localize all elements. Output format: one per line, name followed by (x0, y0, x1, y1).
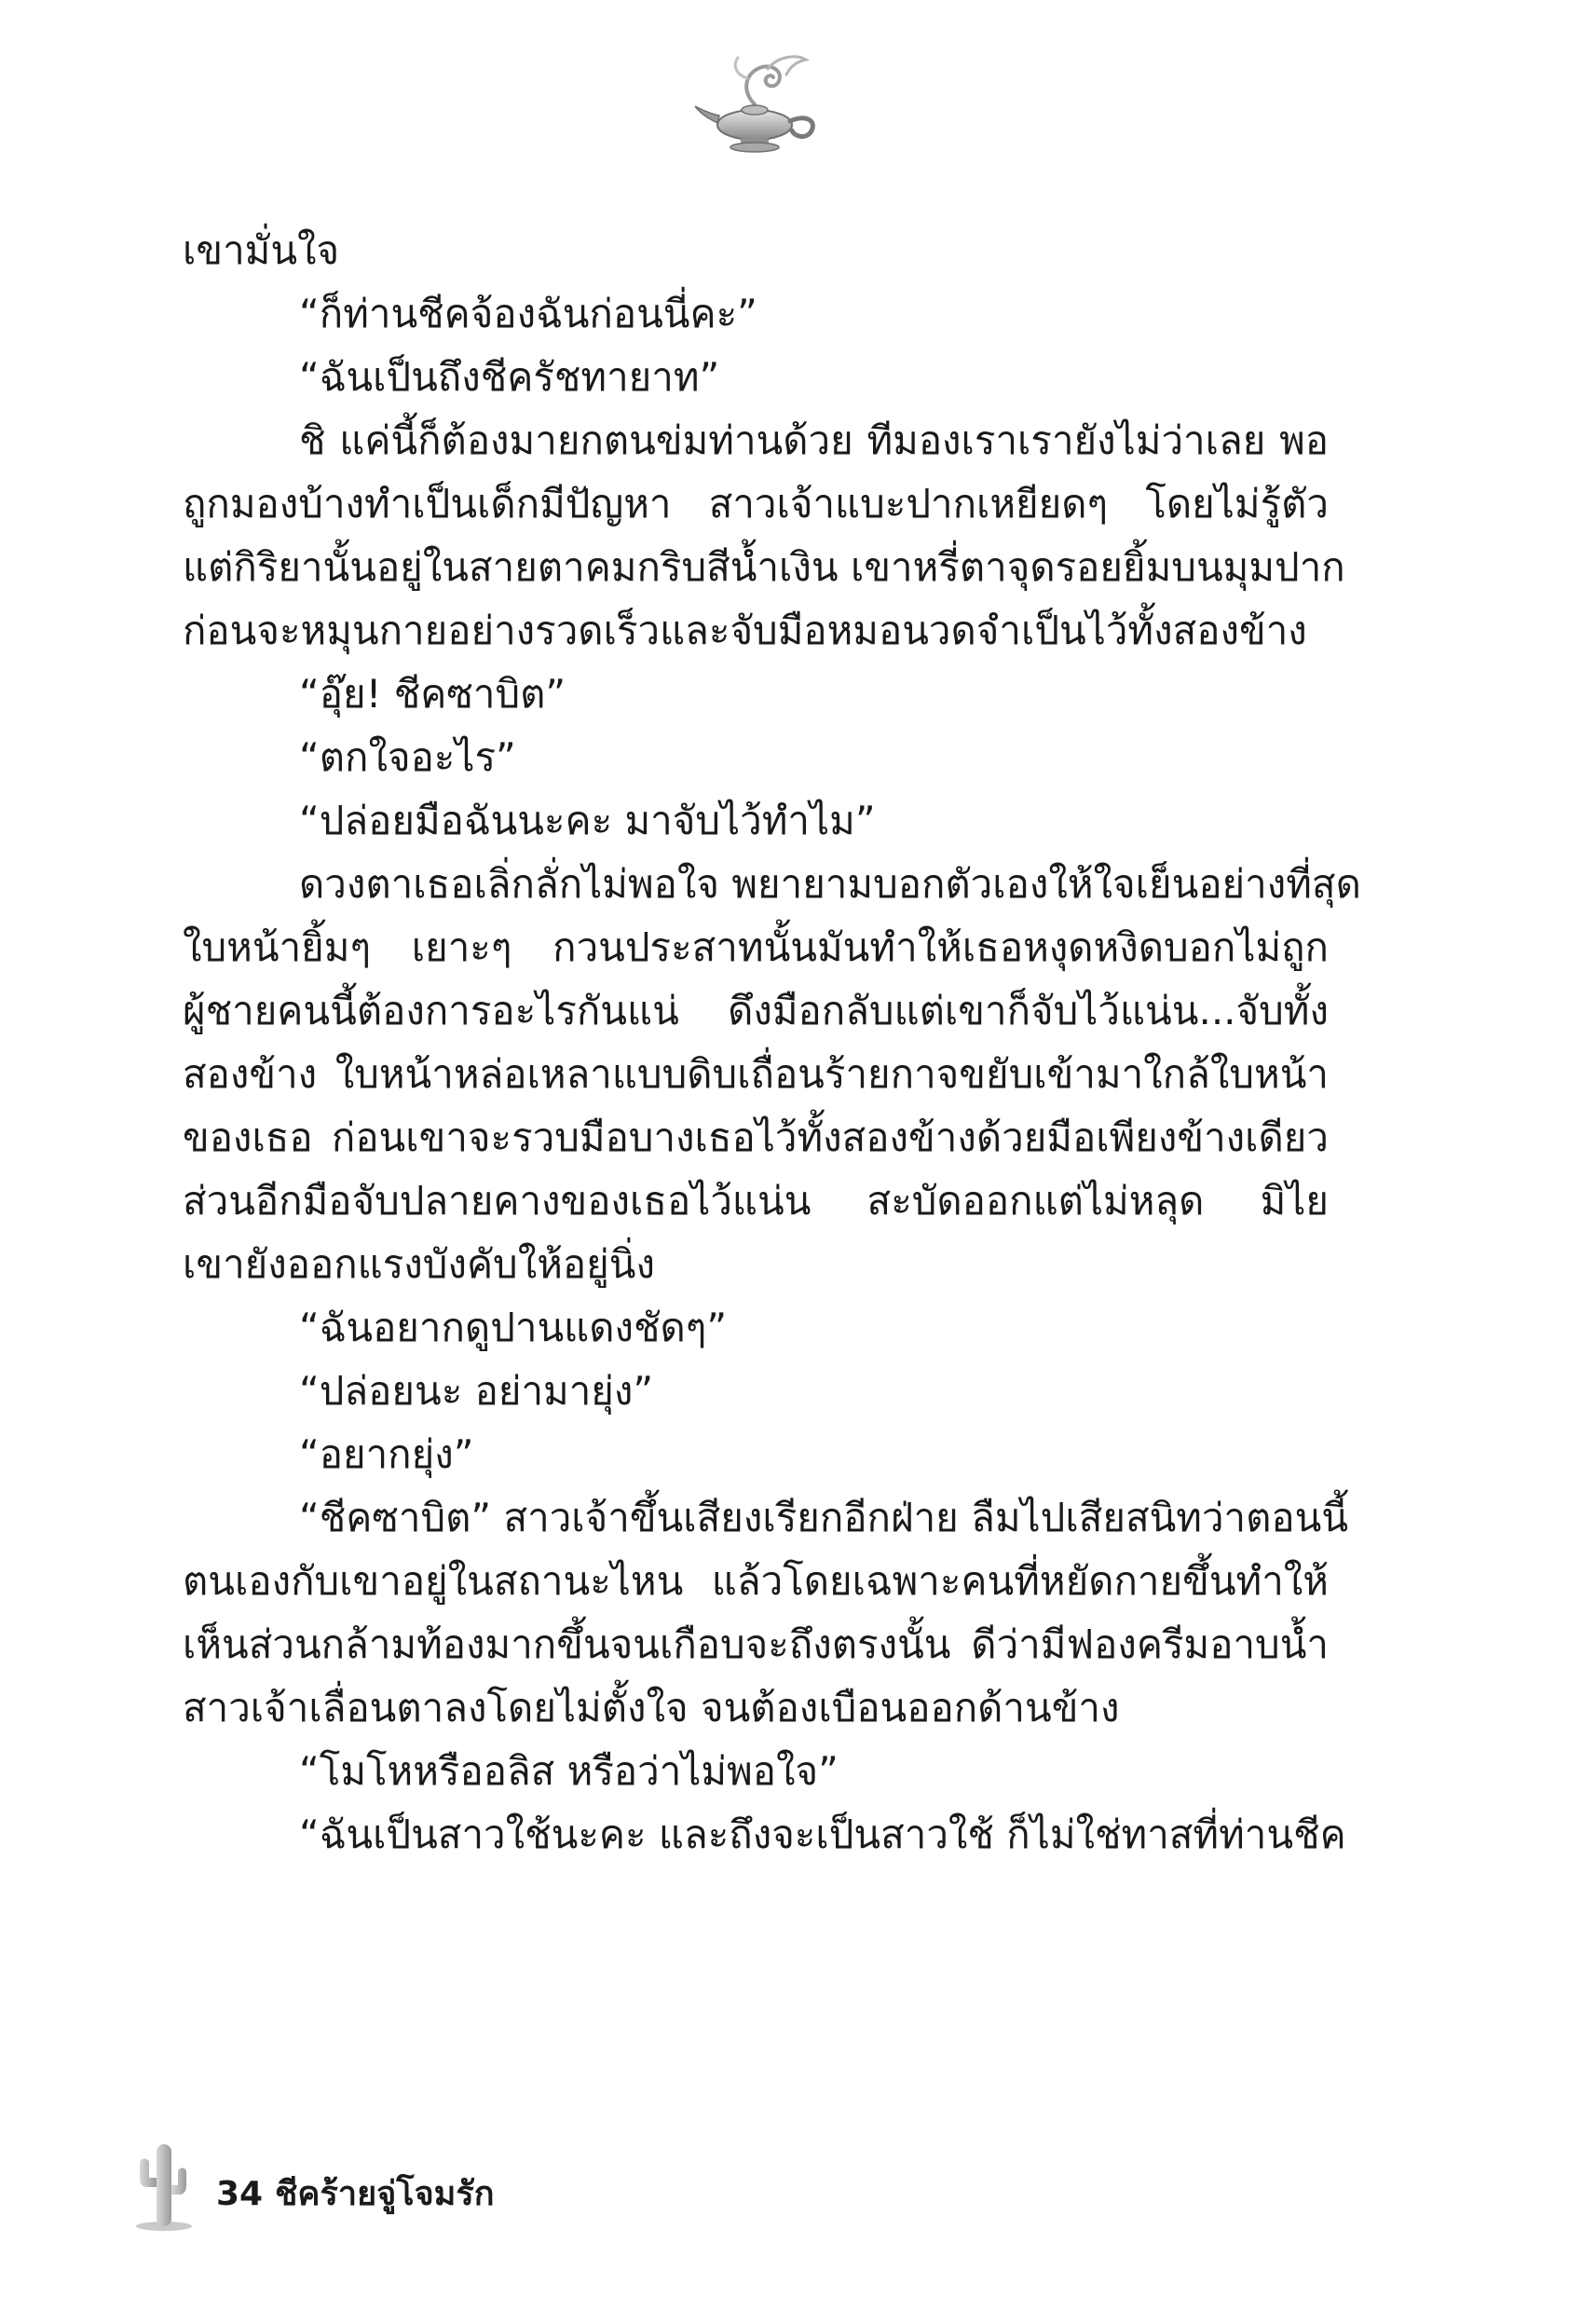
text-line: ของเธอ ก่อนเขาจะรวบมือบางเธอไว้ทั้งสองข้างด้วยมือเพียงข้างเดียว (183, 1114, 1329, 1160)
text-line: เห็นส่วนกล้ามท้องมากขึ้นจนเกือบจะถึงตรงนั้น ดีว่ามีฟองครีมอาบน้ำ (183, 1621, 1329, 1667)
text-line: สาวเจ้าเลื่อนตาลงโดยไม่ตั้งใจ จนต้องเบือนออกด้านข้าง (183, 1685, 1120, 1730)
text-line: ใบหน้ายิ้มๆ เยาะๆ กวนประสาทนั้นมันทำให้เธอหงุดหงิดบอกไม่ถูก (183, 924, 1329, 970)
text-line: “ตกใจอะไร” (299, 734, 516, 780)
text-line: สองข้าง ใบหน้าหล่อเหลาแบบดิบเถื่อนร้ายกาจขยับเข้ามาใกล้ใบหน้า (183, 1051, 1329, 1097)
text-line: “ฉันเป็นสาวใช้นะคะ และถึงจะเป็นสาวใช้ ก็ไม่ใช่ทาสที่ท่านชีค (299, 1812, 1346, 1857)
text-line: “ก็ท่านชีคจ้องฉันก่อนนี่คะ” (299, 291, 757, 336)
text-line: “ปล่อยนะ อย่ามายุ่ง” (299, 1368, 654, 1414)
book-title: ชีคร้ายจู่โจมรัก (275, 2175, 495, 2213)
text-line: “ฉันเป็นถึงชีครัชทายาท” (299, 354, 720, 400)
text-line: แต่กิริยานั้นอยู่ในสายตาคมกริบสีน้ำเงิน เขาหรี่ตาจุดรอยยิ้มบนมุมปาก (183, 544, 1345, 590)
text-line: “อยากยุ่ง” (299, 1431, 474, 1477)
text-line: เขายังออกแรงบังคับให้อยู่นิ่ง (183, 1241, 655, 1287)
text-line: ผู้ชายคนนี้ต้องการอะไรกันแน่ ดึงมือกลับแต่เขาก็จับไว้แน่น...จับทั้ง (183, 988, 1329, 1033)
text-line: “โมโหหรืออลิส หรือว่าไม่พอใจ” (299, 1748, 839, 1794)
page-footer (130, 2139, 689, 2232)
text-line: ตนเองกับเขาอยู่ในสถานะไหน แล้วโดยเฉพาะคนที่หยัดกายขึ้นทำให้ (183, 1558, 1329, 1604)
text-line: “ชีคซาบิต” สาวเจ้าขึ้นเสียงเรียกอีกฝ่าย ลืมไปเสียสนิทว่าตอนนี้ (299, 1495, 1349, 1540)
text-line: “อุ๊ย! ชีคซาบิต” (299, 671, 566, 717)
genie-lamp-icon (689, 48, 829, 160)
text-line: “ฉันอยากดูปานแดงชัดๆ” (299, 1305, 728, 1350)
cactus-icon (130, 2139, 196, 2232)
page-number: 34 (216, 2175, 264, 2213)
text-line: ถูกมองบ้างทำเป็นเด็กมีปัญหา สาวเจ้าแบะปากเหยียดๆ โดยไม่รู้ตัว (183, 481, 1329, 526)
text-line: ดวงตาเธอเลิ่กลั่กไม่พอใจ พยายามบอกตัวเองให้ใจเย็นอย่างที่สุด (299, 861, 1361, 907)
text-line: เขามั่นใจ (183, 227, 340, 273)
text-line: ก่อนจะหมุนกายอย่างรวดเร็วและจับมือหมอนวดจำเป็นไว้ทั้งสองข้าง (183, 608, 1307, 653)
text-line: “ปล่อยมือฉันนะคะ มาจับไว้ทำไม” (299, 798, 876, 843)
text-line: ส่วนอีกมือจับปลายคางของเธอไว้แน่น สะบัดออกแต่ไม่หลุด มิไย (183, 1178, 1329, 1224)
body-text (183, 219, 1361, 1867)
text-line: ชิ แค่นี้ก็ต้องมายกตนข่มท่านด้วย ทีมองเราเรายังไม่ว่าเลย พอ (299, 417, 1329, 463)
